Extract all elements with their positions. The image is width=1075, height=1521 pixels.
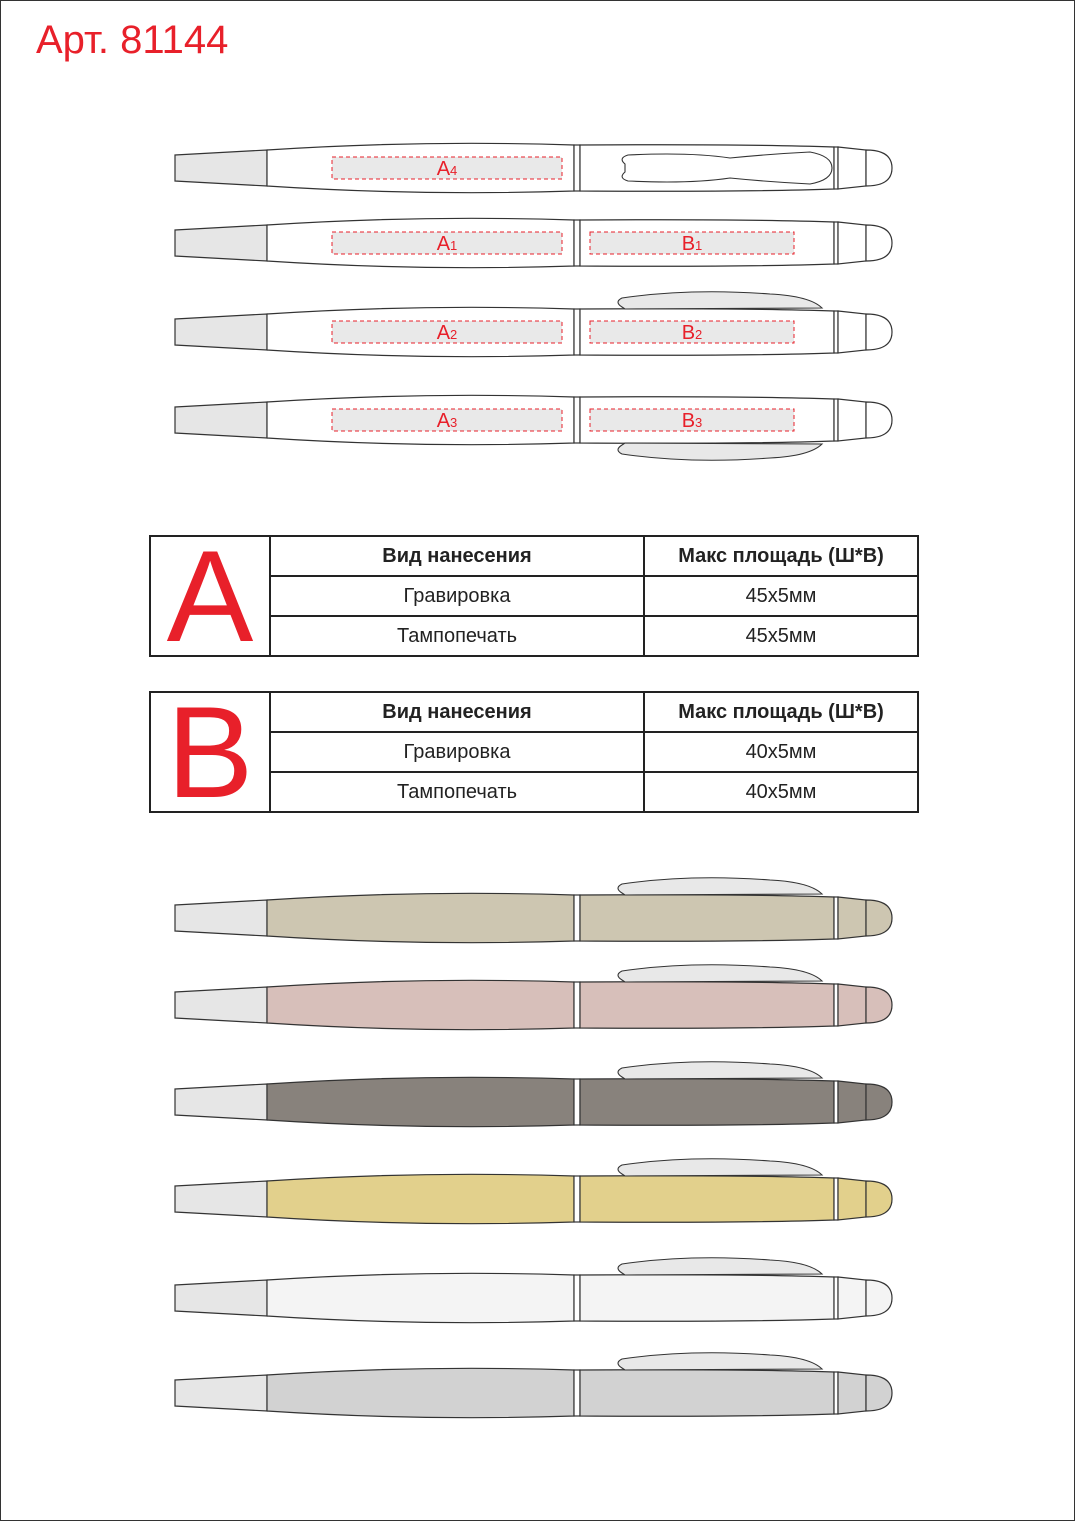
method-cell: Тампопечать — [270, 616, 644, 656]
zone-label: A3 — [436, 410, 458, 432]
zone-label: A1 — [436, 233, 458, 255]
color-variant-pen-5 — [170, 1258, 930, 1338]
print-zone-a2 — [332, 321, 562, 344]
method-cell: Тампопечать — [270, 772, 644, 812]
color-variant-pen-1 — [170, 878, 930, 958]
print-zone-a4 — [332, 157, 562, 180]
zone-label: A4 — [436, 158, 458, 180]
zone-label: B3 — [681, 410, 703, 432]
method-cell: Гравировка — [270, 732, 644, 772]
color-variant-pen-3 — [170, 1062, 930, 1142]
print-zone-a3 — [332, 409, 562, 432]
template-pen-1 — [170, 128, 930, 208]
area-cell: 45x5мм — [644, 576, 918, 616]
template-pen-3 — [170, 292, 930, 372]
template-pen-4 — [170, 380, 930, 460]
template-pen-2 — [170, 203, 930, 283]
zone-label: B1 — [681, 233, 703, 255]
article-title: Арт. 81144 — [36, 18, 229, 62]
zone-label: B2 — [681, 322, 703, 344]
print-zone-a1 — [332, 232, 562, 255]
color-variant-pen-4 — [170, 1159, 930, 1239]
color-variant-pen-2 — [170, 965, 930, 1045]
color-variant-pen-6 — [170, 1353, 930, 1433]
zone-b-letter: B — [150, 692, 270, 812]
print-zone-b1 — [590, 232, 794, 255]
zone-b-table — [149, 679, 919, 825]
area-cell: 40x5мм — [644, 732, 918, 772]
method-header: Вид нанесения — [270, 692, 644, 732]
zone-a-table — [149, 523, 919, 669]
area-header: Макс площадь (Ш*В) — [644, 536, 918, 576]
method-header: Вид нанесения — [270, 536, 644, 576]
print-zone-b2 — [590, 321, 794, 344]
zone-a-letter: A — [150, 536, 270, 656]
zone-label: A2 — [436, 322, 458, 344]
area-cell: 40x5мм — [644, 772, 918, 812]
area-header: Макс площадь (Ш*В) — [644, 692, 918, 732]
method-cell: Гравировка — [270, 576, 644, 616]
print-zone-b3 — [590, 409, 794, 432]
area-cell: 45x5мм — [644, 616, 918, 656]
